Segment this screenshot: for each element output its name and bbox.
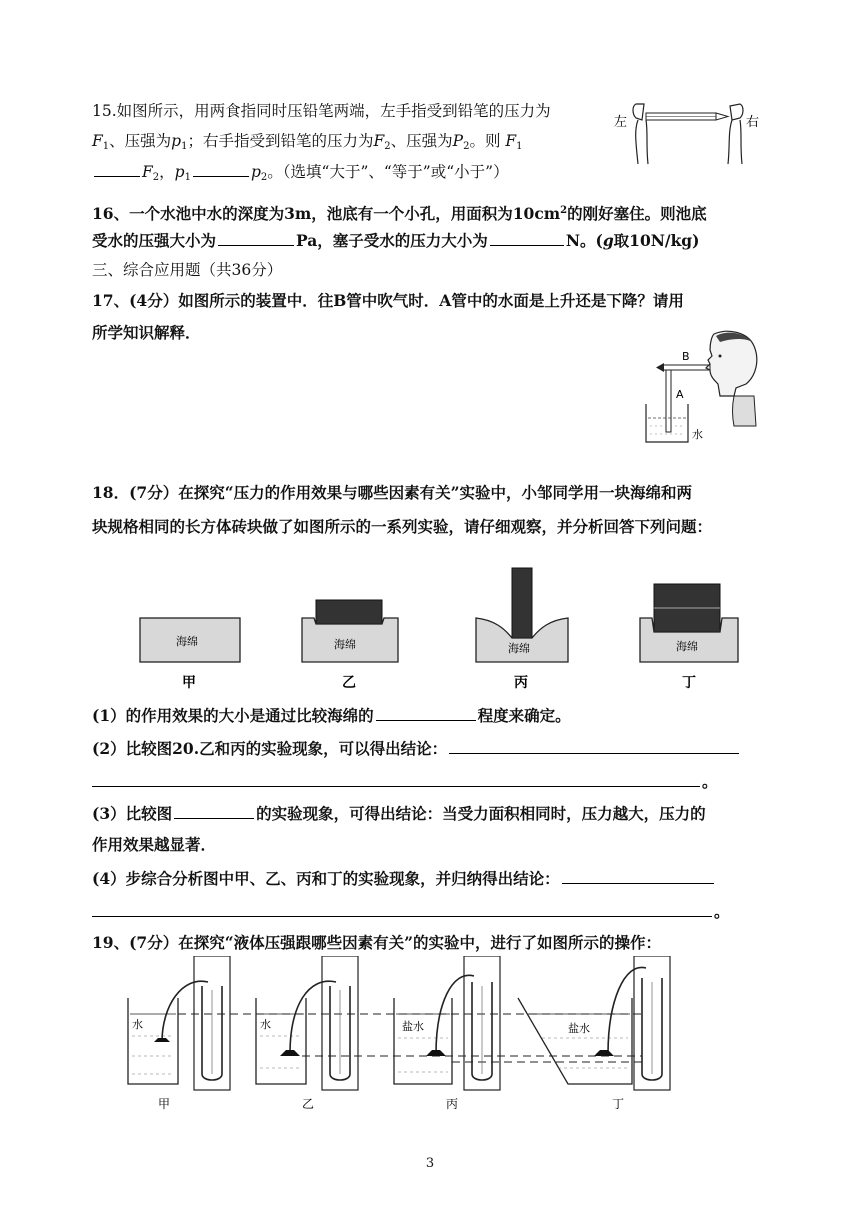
q18-part3: (3）比较图 的实验现象，可得出结论：当受力面积相同时，压力越大，压力的 bbox=[92, 804, 706, 823]
q17-line1: 17、(4分）如图所示的装置中．往B管中吹气时．A管中的水面是上升还是下降？请用 bbox=[92, 291, 684, 310]
q16-line2: 受水的压强大小为 Pa，塞子受水的压力大小为 N。(g取10N/kg) bbox=[92, 231, 700, 250]
q18-line2: 块规格相同的长方体砖块做了如图所示的一系列实验，请仔细观察，并分析回答下列问题： bbox=[92, 517, 713, 536]
q18-sponge-label: 海绵 bbox=[508, 642, 530, 655]
q17-fig-water-label: 水 bbox=[692, 428, 703, 441]
q17-line2: 所学知识解释． bbox=[92, 323, 201, 342]
q15-pencil-figure bbox=[612, 96, 772, 171]
q19-setup-jia bbox=[128, 956, 230, 1111]
q18-line1: 18．(7分）在探究“压力的作用效果与哪些因素有关”实验中，小邹同学用一块海绵和两 bbox=[92, 483, 693, 502]
q19-label-bing: 丙 bbox=[446, 1097, 459, 1111]
q18-label-yi: 乙 bbox=[342, 675, 356, 691]
q18-part2: (2）比较图20.乙和丙的实验现象，可以得出结论： bbox=[92, 737, 741, 760]
q18-part4: (4）步综合分析图中甲、乙、丙和丁的实验现象，并归纳得出结论： bbox=[92, 867, 716, 890]
q16-blank-pressure[interactable] bbox=[218, 229, 294, 246]
q17-fig-label-A: A bbox=[676, 388, 684, 401]
q18-blank-2a[interactable] bbox=[449, 737, 739, 754]
q15-line3: $F_2$，$p_1$ $p_2$。（选填“大于”、“等于”或“小于”） bbox=[92, 160, 509, 189]
q19-label-jia: 甲 bbox=[158, 1097, 171, 1111]
q18-label-ding: 丁 bbox=[682, 675, 696, 691]
q18-part3-cont: 作用效果越显著． bbox=[92, 835, 217, 854]
q19-setup-yi bbox=[256, 956, 358, 1111]
q18-setup-ding bbox=[640, 584, 738, 691]
q18-blank-1[interactable] bbox=[376, 704, 476, 721]
q19-line1: 19、(7分）在探究“液体压强跟哪些因素有关”的实验中，进行了如图所示的操作： bbox=[92, 933, 662, 952]
q16-blank-force[interactable] bbox=[490, 229, 564, 246]
q18-sponge-figure bbox=[120, 564, 750, 694]
q15-blank-1[interactable] bbox=[94, 160, 140, 177]
page-number: 3 bbox=[425, 1156, 435, 1171]
q18-sponge-label: 海绵 bbox=[676, 640, 698, 653]
section-3-heading: 三、综合应用题（共36分） bbox=[92, 261, 283, 279]
q16-line1: 16、一个水池中水的深度为3m，池底有一个小孔，用面积为$10cm^2$的刚好塞住。则池底 bbox=[92, 204, 707, 223]
q18-part2-cont: 。 bbox=[92, 770, 718, 793]
q18-sponge-label: 海绵 bbox=[334, 638, 356, 651]
q15-fig-right-label: 右 bbox=[746, 115, 760, 130]
q19-liquid-bing: 盐水 bbox=[402, 1020, 424, 1033]
q18-part4-cont: 。 bbox=[92, 900, 730, 923]
q19-liquid-jia: 水 bbox=[132, 1018, 143, 1031]
q19-label-yi: 乙 bbox=[302, 1097, 315, 1111]
q19-liquid-yi: 水 bbox=[260, 1018, 271, 1031]
q18-part1: (1）的作用效果的大小是通过比较海绵的 程度来确定。 bbox=[92, 706, 571, 725]
q15-fig-left-label: 左 bbox=[614, 115, 628, 130]
q15-line1: 15.如图所示，用两食指同时压铅笔两端，左手指受到铅笔的压力为 bbox=[92, 102, 551, 120]
q18-blank-2b[interactable] bbox=[92, 770, 700, 787]
q15-blank-2[interactable] bbox=[193, 160, 249, 177]
q18-setup-jia bbox=[140, 618, 240, 691]
q19-setup-bing bbox=[394, 956, 500, 1111]
q18-label-bing: 丙 bbox=[514, 675, 528, 691]
q19-manometer-figure bbox=[122, 956, 682, 1116]
q18-blank-3[interactable] bbox=[174, 802, 254, 819]
q17-fig-label-B: B bbox=[682, 350, 690, 363]
q18-setup-yi bbox=[302, 600, 398, 691]
q19-setup-ding bbox=[518, 956, 670, 1111]
q18-label-jia: 甲 bbox=[182, 675, 196, 691]
q17-blow-tube-figure bbox=[636, 326, 766, 446]
q18-setup-bing bbox=[476, 568, 568, 691]
q18-blank-4b[interactable] bbox=[92, 900, 712, 917]
q18-sponge-label: 海绵 bbox=[176, 635, 198, 648]
q19-label-ding: 丁 bbox=[612, 1097, 625, 1111]
q18-blank-4a[interactable] bbox=[562, 867, 714, 884]
q19-liquid-ding: 盐水 bbox=[568, 1022, 590, 1035]
q15-line2: $F_1$、压强为$p_1$；右手指受到铅笔的压力为$F_2$、压强为$P_2$。则 $F_1$ bbox=[92, 132, 523, 152]
